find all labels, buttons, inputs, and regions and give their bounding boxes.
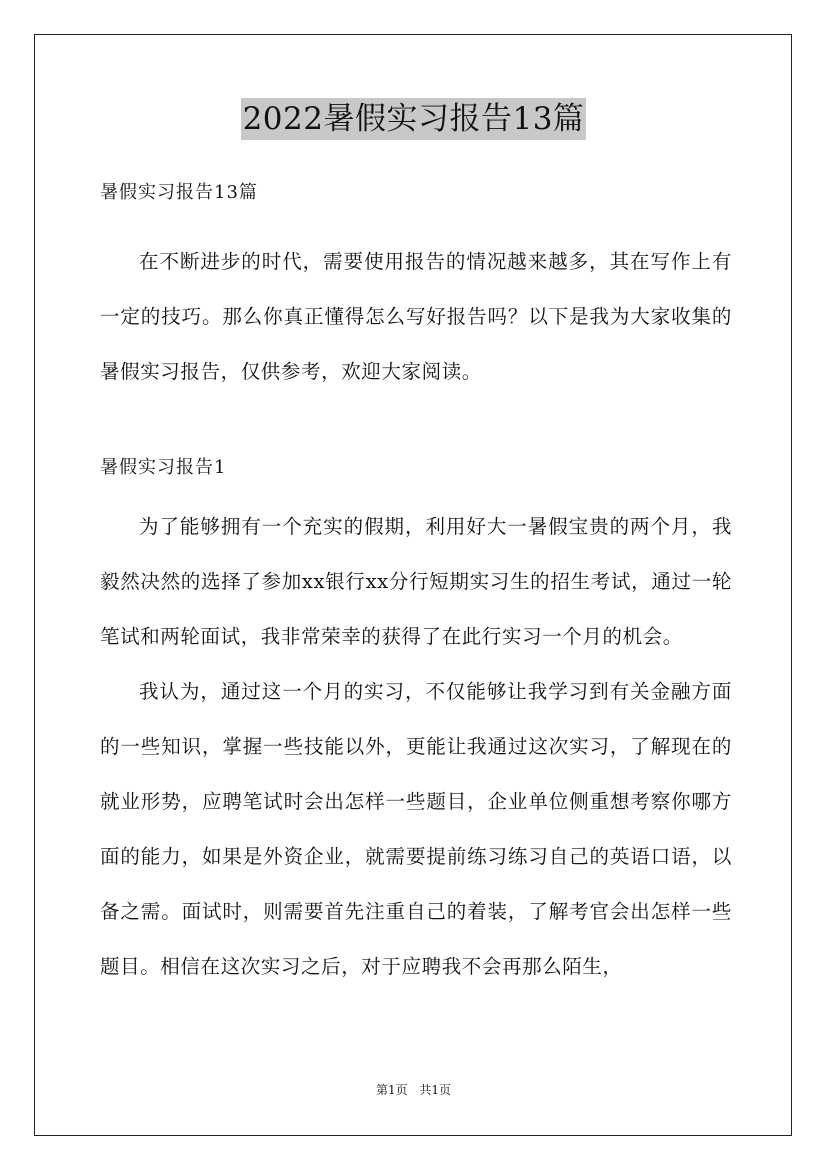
section-heading: 暑假实习报告1 bbox=[100, 457, 227, 478]
body-paragraph-2: 我认为，通过这一个月的实习，不仅能够让我学习到有关金融方面的一些知识，掌握一些技能以外，更能让我通过这次实习，了解现在的就业形势，应聘笔试时会出怎样一些题目，企业单位侧重想考察你哪方面的能力，如果是外资企业，就需要提前练习练习自己的英语口语，以备之需。面试时，则需要首先注重自己的着装，了解考官会出怎样一些题目。相信在这次实习之后，对于应聘我不会再那么陌生， bbox=[100, 680, 732, 978]
page-footer bbox=[0, 1082, 827, 1098]
section-gap bbox=[100, 399, 732, 451]
intro-paragraph: 在不断进步的时代，需要使用报告的情况越来越多，其在写作上有一定的技巧。那么你真正懂得怎么写好报告吗？以下是我为大家收集的暑假实习报告，仅供参考，欢迎大家阅读。 bbox=[100, 250, 732, 383]
body-paragraph-1: 为了能够拥有一个充实的假期，利用好大一暑假宝贵的两个月，我毅然决然的选择了参加xx银行xx分行短期实习生的招生考试，通过一轮笔试和两轮面试，我非常荣幸的获得了在此行实习一个月的机会。 bbox=[100, 515, 732, 648]
page-total: 共1页 bbox=[419, 1083, 452, 1097]
document-subtitle: 暑假实习报告13篇 bbox=[100, 182, 258, 203]
document-title: 2022暑假实习报告13篇 bbox=[241, 98, 587, 140]
title-container bbox=[0, 98, 827, 140]
page-number: 第1页 bbox=[375, 1083, 408, 1097]
document-body bbox=[100, 176, 732, 994]
